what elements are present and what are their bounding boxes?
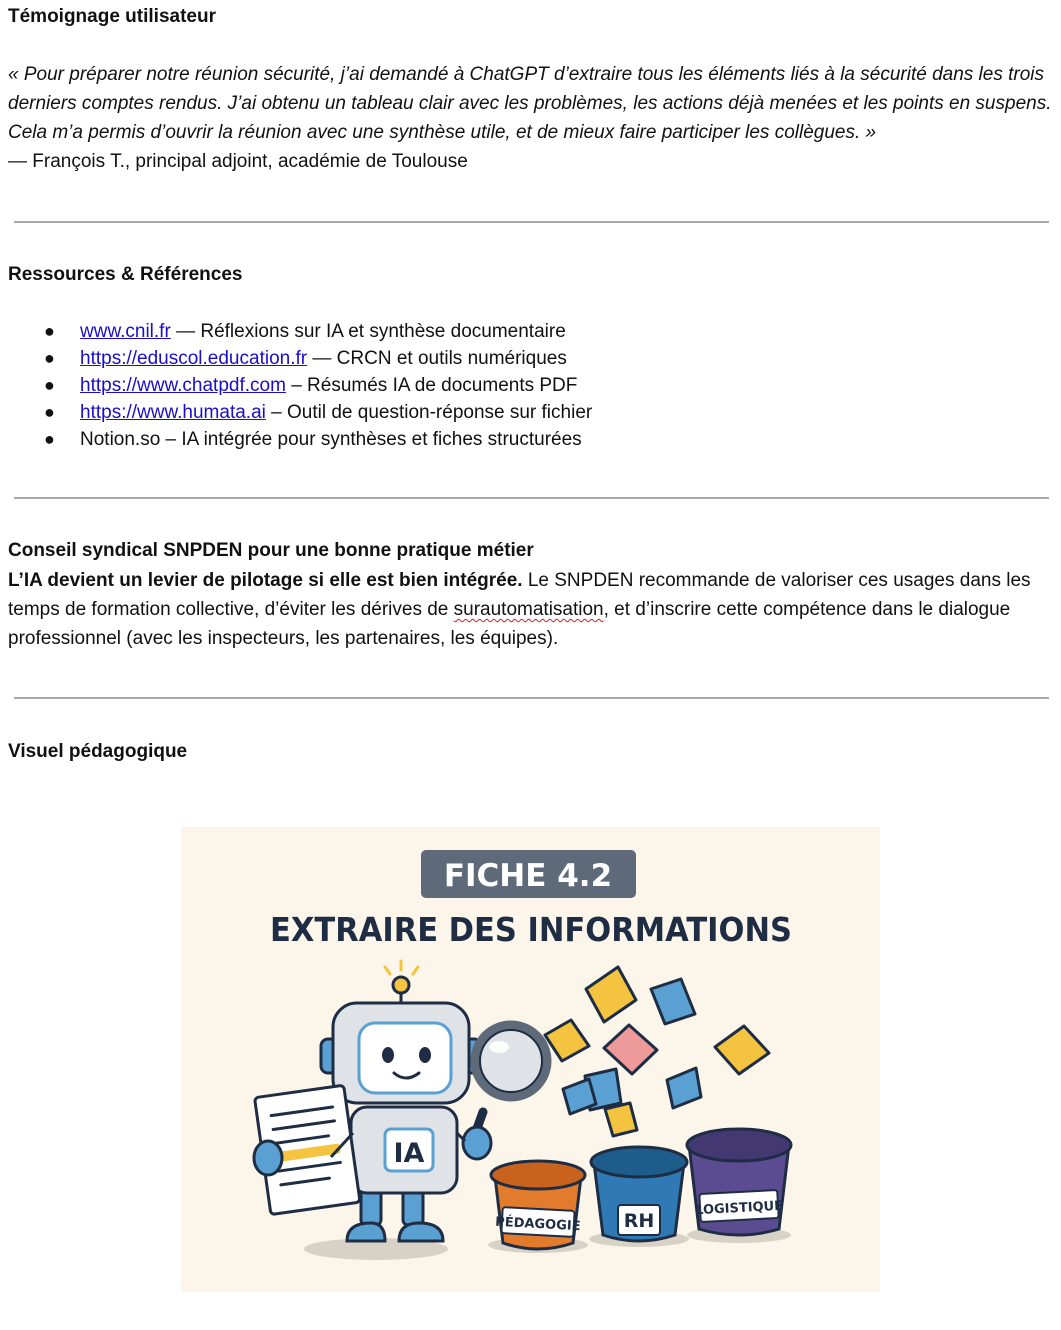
testimonial-heading: Témoignage utilisateur [8, 6, 216, 27]
note-icon [604, 1025, 657, 1074]
advice-heading: Conseil syndical SNPDEN pour une bonne pratique métier [8, 540, 534, 561]
link-cnil[interactable]: www.cnil.fr [80, 321, 171, 342]
bucket-label-logistique: LOGISTIQUE [694, 1198, 784, 1219]
list-item [0, 318, 592, 345]
bullet-icon: ● [44, 429, 55, 449]
bucket-label-pedagogie: PÉDAGOGIE [494, 1214, 581, 1235]
list-item [0, 372, 592, 399]
illustration [181, 827, 880, 1292]
list-item [0, 345, 592, 372]
resources-list [0, 318, 592, 453]
note-icon [586, 967, 636, 1022]
note-icon [667, 1068, 701, 1108]
advice-body-end: , et d’inscrire cette compétence dans le dialogue professionnel (avec les inspecteurs, les partenaires, les équipes). [8, 599, 1011, 649]
note-icon [651, 979, 695, 1024]
divider [14, 221, 1049, 223]
resources-heading: Ressources & Références [8, 264, 243, 285]
list-item [0, 426, 592, 453]
divider [14, 697, 1049, 699]
bullet-icon: ● [44, 348, 55, 368]
badge-text: FICHE 4.2 [443, 858, 613, 894]
link-eduscol[interactable]: https://eduscol.education.fr [80, 348, 308, 369]
link-chatpdf[interactable]: https://www.chatpdf.com [80, 375, 286, 396]
note-icon [605, 1103, 637, 1136]
testimonial-quote: « Pour préparer notre réunion sécurité, j’ai demandé à ChatGPT d’extraire tous les éléments liés à la sécurité dans les trois derniers comptes rendus. J’ai obtenu un tableau clair avec les problèmes, les actions déjà menées et les points en suspens. Cela m’a permis d’ouvrir la réunion avec une synthèse utile, et de mieux faire participer les collègues. » [8, 64, 1052, 143]
link-humata[interactable]: https://www.humata.ai [80, 402, 266, 423]
bullet-icon: ● [44, 402, 55, 422]
resource-description: – Outil de question-réponse sur fichier [265, 402, 593, 423]
bullet-icon: ● [44, 321, 55, 341]
testimonial-author: — François T., principal adjoint, académie de Toulouse [8, 151, 468, 172]
visual-heading: Visuel pédagogique [8, 741, 188, 762]
illustration-canvas [181, 827, 880, 1292]
divider [14, 497, 1049, 499]
bucket-rh [589, 1147, 689, 1247]
advice-body: Le SNPDEN recommande de valoriser ces usages dans les temps de formation collective, d’éviter les dérives de [8, 570, 1031, 620]
spellcheck-flagged-word[interactable]: surautomatisation [453, 599, 604, 620]
bucket-logistique [687, 1129, 791, 1243]
note-icon [715, 1026, 769, 1074]
floating-notes [545, 967, 769, 1136]
bucket-pedagogie [488, 1161, 588, 1253]
resource-description: – Résumés IA de documents PDF [285, 375, 578, 396]
resource-description: — CRCN et outils numériques [307, 348, 567, 369]
list-item [0, 399, 592, 426]
note-icon [545, 1020, 589, 1061]
advice-lead: L’IA devient un levier de pilotage si elle est bien intégrée. [8, 570, 523, 591]
advice-paragraph [8, 566, 1053, 653]
bucket-label-rh: RH [623, 1210, 655, 1232]
robot-label: IA [393, 1138, 425, 1169]
resource-description: Notion.so – IA intégrée pour synthèses et fiches structurées [80, 429, 582, 450]
bullet-icon: ● [44, 375, 55, 395]
resource-description: — Réflexions sur IA et synthèse documentaire [170, 321, 566, 342]
illustration-title: EXTRAIRE DES INFORMATIONS [270, 910, 792, 949]
